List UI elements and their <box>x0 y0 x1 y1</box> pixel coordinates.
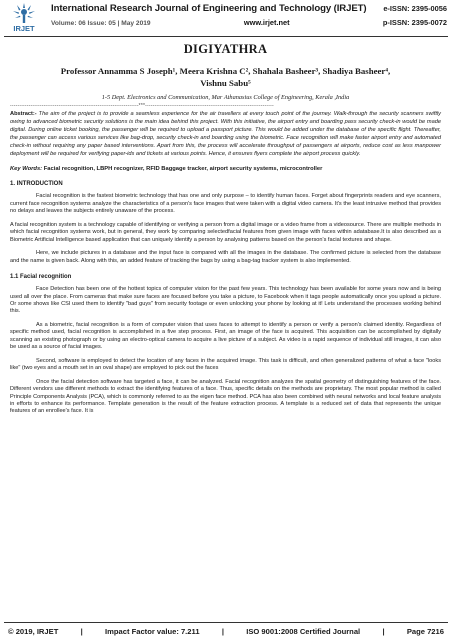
svg-text:IRJET: IRJET <box>13 24 35 33</box>
footer-separator: | <box>382 627 385 636</box>
facial-paragraph-2: As a biometric, facial recognition is a form of computer vision that uses faces to attempt to identify a person or verify a person's claimed identity. Regardless of specific method used, facial recognition is accomplished in a five step process. First, an image of the face is acquired. This acquisition can be accomplished by digitally scanning an existing photograph or by using an electro-optical camera to acquire a live picture of a subject. As video is a rapid sequence of individual still images, it can also be used as a source of facial images. <box>10 321 441 351</box>
iso-certification: ISO 9001:2008 Certified Journal <box>246 627 361 636</box>
facial-paragraph-3: Second, software is employed to detect the location of any faces in the acquired image. This task is difficult, and often generalized patterns of what a face "looks like" (two eyes and a mouth set in an oval shape) are employed to pick out the faces <box>10 357 441 372</box>
abstract-label: Abstract:- <box>10 111 37 117</box>
keywords <box>10 166 441 172</box>
journal-name: International Research Journal of Engineering and Technology (IRJET) <box>51 3 367 14</box>
keywords-text: Facial recognition, LBPH recognizer, RFID Baggage tracker, airport security systems, microcontroller <box>42 166 323 173</box>
facial-paragraph-1: Face Detection has been one of the hottest topics of computer vision for the past few years. This technology has been available for some years now and is being used all over the place. From cameras that make sure faces are focused before you take a picture, to Facebook when it tags people automatically once you upload a picture. Or some shows like CSI used them to identify "bad guys" from security footage or even unlocking your phone by looking at it! Lets understand the processes working behind this. <box>10 286 441 315</box>
footer-separator: | <box>221 627 224 636</box>
e-issn: e-ISSN: 2395-0056 <box>383 4 447 13</box>
authors-line-2: Vishnu Sabu⁵ <box>200 78 251 88</box>
journal-website-link[interactable]: www.irjet.net <box>243 18 290 27</box>
keywords-label: Key Words: <box>10 166 43 173</box>
affiliation: 1-5 Dept. Electronics and Communication, Mar Athanasius College of Engineering, Kerala ,India <box>101 94 350 101</box>
irjet-logo-icon <box>4 3 44 33</box>
header-divider <box>4 36 448 37</box>
abstract <box>10 111 441 158</box>
volume-issue: Volume: 06 Issue: 05 | May 2019 <box>51 20 151 27</box>
footer-divider <box>4 622 448 623</box>
intro-paragraph-1: Facial recognition is the fastest biometric technology that has one and only purpose – to identify human faces. Forget about fingerprints readers and eye scanners, current face recognition systems analyze the characteristics of a person's face images that were taken with a digital video camera. It's the least intrusive method that provides no delays and leaves the subjects entirely unaware of the process. <box>10 193 441 215</box>
page-number: Page 7216 <box>406 627 444 636</box>
journal-header <box>0 0 452 36</box>
paper-title: DIGIYATHRA <box>183 42 268 56</box>
p-issn: p-ISSN: 2395-0072 <box>382 18 447 27</box>
facial-paragraph-4: Once the facial detection software has targeted a face, it can be analyzed. Facial recognition analyzes the spatial geometry of distinguishing features of the face. Different vendors use different methods to extract the identifying features of a face. Thus, specific details on the methods are proprietary. The most popular method is called Principle Components Analysis (PCA), which is commonly referred to as the eigen face method. PCA has also been combined with neural networks and local feature analysis in efforts to enhance its performance. Template generation is the result of the feature extraction process. A template is a reduced set of data that represents the unique features of an enrollee's face. It is <box>10 378 441 415</box>
copyright: © 2019, IRJET <box>8 627 59 636</box>
author-list <box>10 65 441 89</box>
footer-separator: | <box>80 627 83 636</box>
section-divider: ---------------------------------------------------------------------***--------------------------------------------------------------------- <box>10 103 274 109</box>
abstract-text: The aim of the project is to provide a seamless experience for the air travellers at every touch point of the journey. Walk-through the security scanners swiftly owing to advanced biometric security solutions is the main idea behind this project. With this initiative, the airport entry and boarding pass security check-in would be made digital. During online ticket booking, the passenger will be required to upload a passport picture. This would be added under the database of the specific flight. Thereafter, the passenger can access various services like bag-drop, security check-in and boarding using the biometric. Face recognition will make faster airport entry and automated check-in without requiring any paper based interventions. Apart from this, the process will accelerate throughput of passengers at airports, reduce cost as less manpower deployment will be required for verifying paper-ids and tickets at various points. Hence, it ensures flyers complete the airport process quickly. <box>10 111 441 157</box>
impact-factor: Impact Factor value: 7.211 <box>105 627 200 636</box>
intro-paragraph-2: A facial recognition system is a technology capable of identifying or verifying a person from a digital image or a video frame from a videosource. There are multiple methods in which facial recognition systems work, but in general, they work by comparing selectedfacial features from given image with faces within adatabase.It is also described as a Biometric Artificial Intelligence based application that can uniquely identify a person by analysing patterns based on the person's facial textures and shape. <box>10 221 441 243</box>
authors-line-1: Professor Annamma S Joseph¹, Meera Krishna C², Shahala Basheer³, Shadiya Basheer⁴, <box>60 66 391 76</box>
paper-body <box>10 38 441 416</box>
intro-paragraph-3: Here, we include pictures in a database and the input face is compared with all the images in the database. The confirmed picture is selected from the database and the name is given back. Along with this, an added feature of tracking the bags by using a bag-tag tracker system is also implemented. <box>10 250 441 264</box>
section-heading-facial-recognition: 1.1 Facial recognition <box>10 274 72 281</box>
page-footer <box>8 627 444 636</box>
section-heading-introduction: 1. INTRODUCTION <box>10 181 63 188</box>
